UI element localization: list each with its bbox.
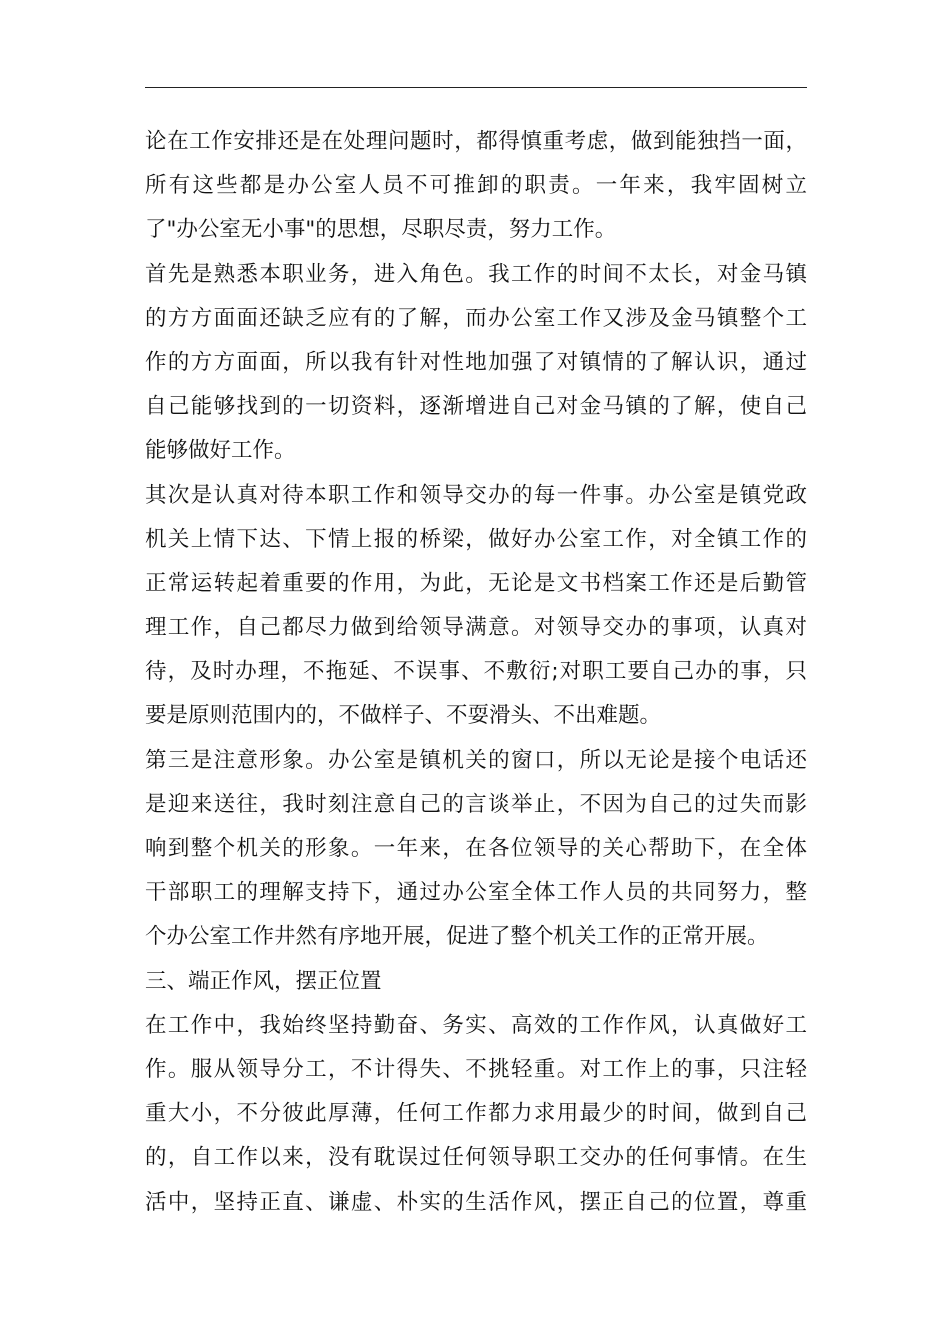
text-line: 待，及时办理，不拖延、不误事、不敷衍;对职工要自己办的事，只 (145, 659, 807, 685)
text-line: 作。服从领导分工，不计得失、不挑轻重。对工作上的事，只注轻 (145, 1056, 807, 1082)
text-line: 理工作，自己都尽力做到给领导满意。对领导交办的事项，认真对 (145, 615, 807, 641)
text-line: 响到整个机关的形象。一年来，在各位领导的关心帮助下，在全体 (145, 836, 807, 861)
text-line: 作的方方面面，所以我有针对性地加强了对镇情的了解认识，通过 (145, 349, 807, 375)
header-rule (145, 87, 807, 88)
text-line: 了"办公室无小事"的思想，尽职尽责，努力工作。 (145, 217, 617, 243)
text-line: 首先是熟悉本职业务，进入角色。我工作的时间不太长，对金马镇 (145, 261, 807, 287)
section-heading: 三、端正作风，摆正位置 (145, 968, 382, 994)
text-line: 能够做好工作。 (145, 438, 296, 464)
text-line: 重大小，不分彼此厚薄，任何工作都力求用最少的时间，做到自己 (145, 1101, 807, 1127)
text-line: 是迎来送往，我时刻注意自己的言谈举止，不因为自己的过失而影 (145, 791, 807, 817)
text-line: 干部职工的理解支持下，通过办公室全体工作人员的共同努力，整 (145, 880, 807, 906)
text-line: 机关上情下达、下情上报的桥梁，做好办公室工作，对全镇工作的 (145, 526, 807, 552)
text-line: 在工作中，我始终坚持勤奋、务实、高效的工作作风，认真做好工 (145, 1012, 807, 1038)
text-line: 个办公室工作井然有序地开展，促进了整个机关工作的正常开展。 (145, 924, 769, 950)
document-body (145, 120, 807, 1225)
text-line: 的方方面面还缺乏应有的了解，而办公室工作又涉及金马镇整个工 (145, 305, 807, 331)
text-line: 论在工作安排还是在处理问题时，都得慎重考虑，做到能独挡一面， (145, 129, 807, 154)
text-line: 正常运转起着重要的作用，为此，无论是文书档案工作还是后勤管 (145, 570, 807, 596)
text-line: 要是原则范围内的，不做样子、不耍滑头、不出难题。 (145, 703, 662, 729)
text-line: 所有这些都是办公室人员不可推卸的职责。一年来，我牢固树立 (145, 173, 807, 199)
text-line: 活中，坚持正直、谦虚、朴实的生活作风，摆正自己的位置，尊重 (145, 1189, 807, 1215)
text-line: 其次是认真对待本职工作和领导交办的每一件事。办公室是镇党政 (145, 482, 807, 508)
text-line: 自己能够找到的一切资料，逐渐增进自己对金马镇的了解，使自己 (145, 394, 807, 420)
text-line: 的，自工作以来，没有耽误过任何领导职工交办的任何事情。在生 (145, 1145, 807, 1171)
text-line: 第三是注意形象。办公室是镇机关的窗口，所以无论是接个电话还 (145, 747, 807, 773)
